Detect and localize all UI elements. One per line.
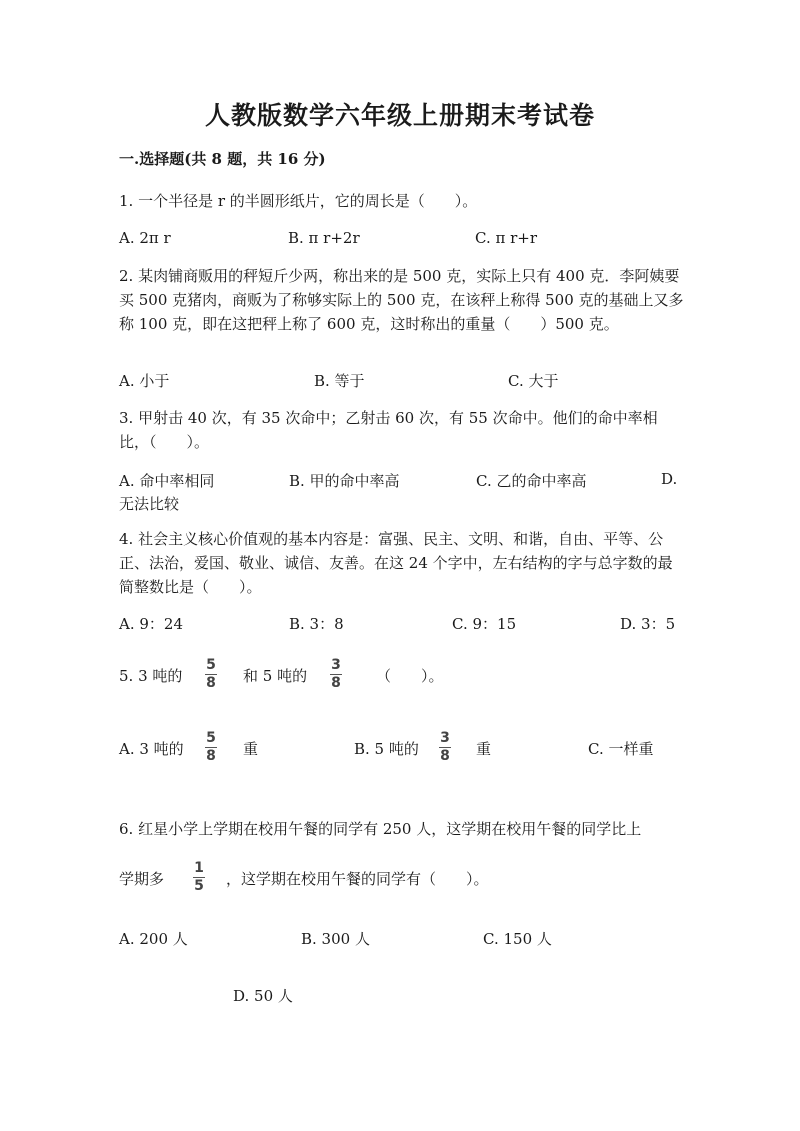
fraction-numerator: 3 — [331, 657, 341, 673]
question-3-stem: 3. 甲射击 40 次，有 35 次命中；乙射击 60 次，有 55 次命中。他们的命中率相比，（ ）。 — [119, 409, 658, 451]
question-6-option-c: C. 150 人 — [483, 930, 552, 948]
question-2-option-b: B. 等于 — [314, 372, 365, 390]
question-3-option-d-label: D. — [661, 470, 678, 488]
fraction-numerator: 5 — [206, 730, 216, 746]
question-6-option-b: B. 300 人 — [301, 930, 370, 948]
question-5-option-a-suffix: 重 — [243, 740, 259, 758]
question-1-option-b: B. π r+2r — [288, 229, 360, 247]
question-5-option-b-fraction — [439, 731, 451, 764]
question-6-fraction — [193, 861, 205, 894]
question-5-option-a-fraction — [205, 731, 217, 764]
question-2-option-a: A. 小于 — [119, 372, 170, 390]
question-5-middle: 和 5 吨的 — [243, 667, 308, 685]
question-1-option-c: C. π r+r — [475, 229, 538, 247]
question-3-option-a: A. 命中率相同 — [119, 472, 215, 490]
fraction-denominator: 8 — [206, 748, 216, 764]
fraction-denominator: 8 — [440, 748, 450, 764]
question-5-option-a-prefix: A. 3 吨的 — [119, 740, 184, 758]
question-1-option-a: A. 2π r — [119, 229, 171, 247]
fraction-denominator: 8 — [206, 675, 216, 691]
fraction-denominator: 8 — [331, 675, 341, 691]
question-5-fraction-1 — [205, 658, 217, 691]
question-4-option-c: C. 9：15 — [452, 615, 517, 633]
question-2-option-c: C. 大于 — [508, 372, 559, 390]
question-3-option-b: B. 甲的命中率高 — [289, 472, 400, 490]
question-6-line-2-prefix: 学期多 — [119, 870, 165, 888]
question-6-option-d: D. 50 人 — [233, 987, 293, 1005]
page-title: 人教版数学六年级上册期末考试卷 — [204, 101, 595, 130]
question-3-option-c: C. 乙的命中率高 — [476, 472, 587, 490]
question-5-fraction-2 — [330, 658, 342, 691]
fraction-numerator: 5 — [206, 657, 216, 673]
section-heading: 一.选择题(共 8 题，共 16 分) — [119, 150, 326, 168]
question-5-option-b-suffix: 重 — [476, 740, 492, 758]
question-4-option-b: B. 3：8 — [289, 615, 344, 633]
question-4-option-a: A. 9：24 — [119, 615, 183, 633]
question-1-stem: 1. 一个半径是 r 的半圆形纸片，它的周长是（ ）。 — [119, 192, 478, 210]
question-2-stem: 2. 某肉铺商贩用的秤短斤少两，称出来的是 500 克，实际上只有 400 克．李阿姨要买 500 克猪肉，商贩为了称够实际上的 500 克，在该秤上称得 500 克的基础上又多称 100 克，即在这把秤上称了 600 克，这时称出的重量（ ）500 克。 — [119, 267, 684, 333]
question-5-prefix: 5. 3 吨的 — [119, 667, 183, 685]
fraction-numerator: 1 — [194, 860, 204, 876]
question-5-option-b-prefix: B. 5 吨的 — [354, 740, 419, 758]
fraction-numerator: 3 — [440, 730, 450, 746]
question-3-option-d-text: 无法比较 — [119, 495, 180, 513]
question-5-suffix: （ ）。 — [376, 667, 444, 685]
question-4-option-d: D. 3：5 — [620, 615, 676, 633]
fraction-denominator: 5 — [194, 878, 204, 894]
question-6-option-a: A. 200 人 — [119, 930, 188, 948]
question-4-stem: 4. 社会主义核心价值观的基本内容是：富强、民主、文明、和谐，自由、平等、公正、法治，爱国、敬业、诚信、友善。在这 24 个字中，左右结构的字与总字数的最简整数比是（ ）。 — [119, 530, 673, 596]
question-6-line-2-suffix: ，这学期在校用午餐的同学有（ ）。 — [226, 870, 489, 888]
question-6-line-1: 6. 红星小学上学期在校用午餐的同学有 250 人，这学期在校用午餐的同学比上 — [119, 820, 642, 838]
question-5-option-c: C. 一样重 — [588, 740, 654, 758]
